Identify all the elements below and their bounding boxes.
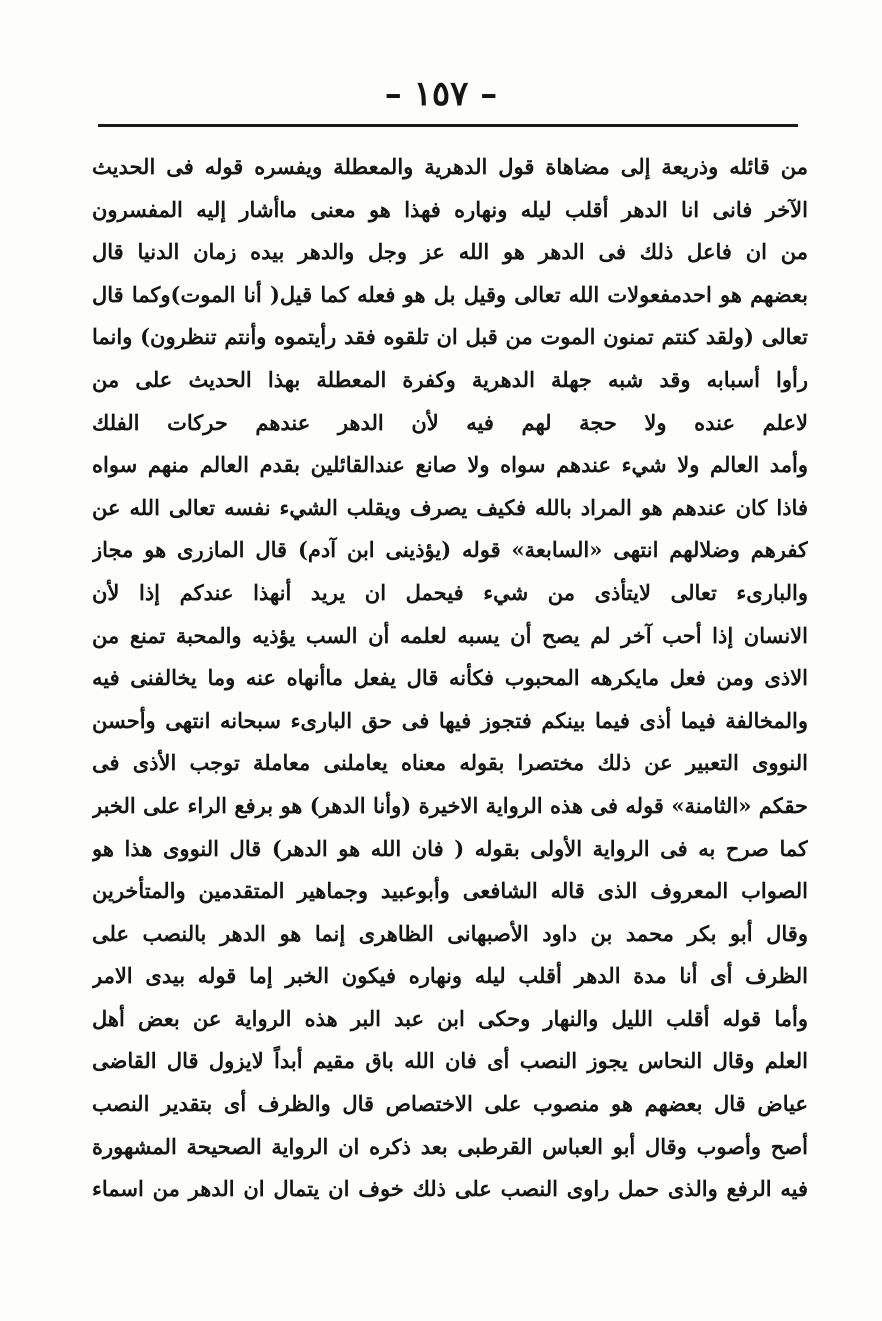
text-line: تعالى (ولقد كنتم تمنون الموت من قبل ان تلقوه فقد رأيتموه وأنتم تنظرون) وانما [92,324,808,350]
text-line: وقال أبو بكر محمد بن داود الأصبهانى الظاهرى إنما هو الدهر بالنصب على [92,920,808,946]
text-line: العلم وقال النحاس يجوز النصب أى فان الله باق مقيم أبداً لايزول قال القاضى [92,1048,808,1074]
text-line: من ان فاعل ذلك فى الدهر هو الله عز وجل والدهر بيده زمان الدنيا قال [92,239,808,265]
text-line: كفرهم وضلالهم انتهى «السابعة» قوله (يؤذينى ابن آدم) قال المازرى هو مجاز [92,537,808,563]
text-line: الاذى ومن فعل مايكرهه المحبوب فكأنه قال يفعل ماأنهاه عنه وما يخالفنى فيه [92,665,808,691]
text-line: بعضهم هو احدمفعولات الله تعالى وقيل بل هو فعله كما قيل( أنا الموت)وكما قال [92,281,808,307]
page-number: – ١٥٧ – [384,74,498,114]
body-text [92,146,808,1211]
text-line: والمخالفة فيما أذى فيما بينكم فتجوز فيها فى حق البارىء سبحانه انتهى وأحسن [92,707,808,733]
text-line: الانسان إذا أحب آخر لم يصح أن يسبه لعلمه أن السب يؤذيه والمحبة تمنع من [92,622,808,648]
text-line: رأوا أسبابه وقد شبه جهلة الدهرية وكفرة المعطلة بهذا الحديث على من [92,366,808,392]
header-rule [98,124,798,127]
text-line: وأما قوله أقلب الليل والنهار وحكى ابن عبد البر هذه الرواية عن بعض أهل [92,1005,808,1031]
text-line: الظرف أى أنا مدة الدهر أقلب ليله ونهاره فيكون الخبر إما قوله بيدى الامر [92,963,808,989]
text-line: وأمد العالم ولا شيء عندهم سواه ولا صانع عندالقائلين بقدم العالم منهم سواه [92,452,808,478]
text-line: حقكم «الثامنة» قوله فى هذه الرواية الاخيرة (وأنا الدهر) هو برفع الراء على الخبر [92,792,808,818]
text-line: النووى التعبير عن ذلك مختصرا بقوله معناه يعاملنى معاملة توجب الأذى فى [92,750,808,776]
text-line: فاذا كان عندهم هو المراد بالله فكيف يصرف ويقلب الشيء نفسه تعالى الله عن [92,494,808,520]
text-line: أصح وأصوب وقال أبو العباس القرطبى بعد ذكره ان الرواية الصحيحة المشهورة [92,1133,808,1159]
text-line: الصواب المعروف الذى قاله الشافعى وأبوعبيد وجماهير المتقدمين والمتأخرين [92,878,808,904]
text-line: لاعلم عنده ولا حجة لهم فيه لأن الدهر عندهم حركات الفلك [92,409,808,435]
text-line: الآخر فانى انا الدهر أقلب ليله ونهاره فهذا هو معنى ماأشار إليه المفسرون [92,196,808,222]
text-line: فيه الرفع والذى حمل راوى النصب على ذلك خوف ان يتمال ان الدهر من اسماء [92,1176,808,1202]
text-line: من قائله وذريعة إلى مضاهاة قول الدهرية والمعطلة ويفسره قوله فى الحديث [92,154,808,179]
text-line: والبارىء تعالى لايتأذى من شيء فيحمل ان يريد أنهذا عندكم إذا لأن [92,579,808,605]
text-line: كما صرح به فى الرواية الأولى بقوله ( فان الله هو الدهر) قال النووى هذا هو [92,835,808,861]
text-line: عياض قال بعضهم هو منصوب على الاختصاص قال والظرف أى بتقدير النصب [92,1091,808,1117]
